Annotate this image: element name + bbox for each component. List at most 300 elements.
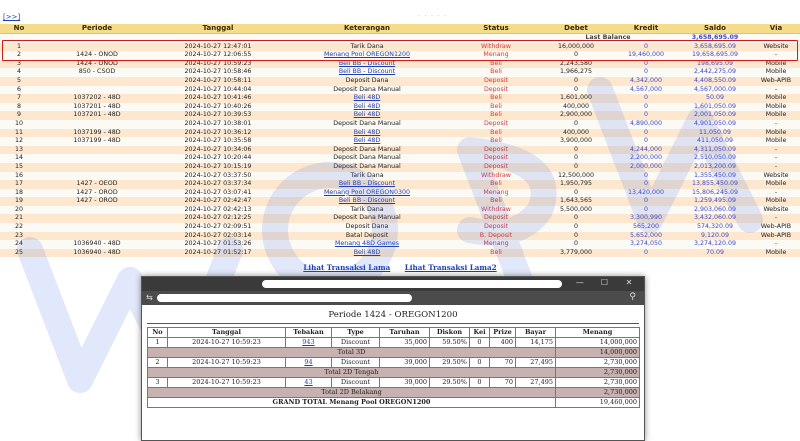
row-description: Deposit Dana Manual <box>280 86 454 95</box>
row-debet: 2,243,580 <box>538 60 614 69</box>
grand-total-label: GRAND TOTAL Menang Pool OREGON1200 <box>148 398 556 408</box>
row-periode <box>38 120 156 129</box>
row-description-link[interactable]: Beli BB - Discount <box>280 68 454 77</box>
row-description: Deposit Dana Manual <box>280 120 454 129</box>
table-row <box>0 154 800 163</box>
row-kredit: 0 <box>614 43 678 52</box>
row-date: 2024-10-27 10:40:26 <box>156 103 280 112</box>
url-field[interactable] <box>157 294 412 302</box>
bet-win: 14,000,000 <box>556 338 640 348</box>
row-saldo: 70.09 <box>678 249 752 258</box>
zoom-icon[interactable]: ⚲ <box>629 292 636 302</box>
row-date: 2024-10-27 10:36:12 <box>156 129 280 138</box>
row-via: Mobile <box>752 103 800 112</box>
row-periode <box>38 77 156 86</box>
grand-total-row <box>148 398 640 408</box>
row-date: 2024-10-27 01:52:17 <box>156 249 280 258</box>
row-date: 2024-10-27 02:03:14 <box>156 232 280 241</box>
row-description: Tarik Dana <box>280 43 454 52</box>
col-header-via: Via <box>752 24 800 34</box>
table-row <box>0 240 800 249</box>
row-number: 18 <box>0 189 38 198</box>
row-date: 2024-10-27 10:15:19 <box>156 163 280 172</box>
row-description: Batal Deposit <box>280 232 454 241</box>
row-kredit: 0 <box>614 68 678 77</box>
table-row <box>0 77 800 86</box>
row-date: 2024-10-27 10:20:44 <box>156 154 280 163</box>
row-description-link[interactable]: Menang 48D Games <box>280 240 454 249</box>
row-number: 19 <box>0 197 38 206</box>
row-date: 2024-10-27 10:41:46 <box>156 94 280 103</box>
row-status: Menang <box>454 51 538 60</box>
row-via: - <box>752 154 800 163</box>
row-periode <box>38 206 156 215</box>
bet-stake: 35,000 <box>380 338 430 348</box>
bet-kei: 0 <box>470 378 490 388</box>
row-kredit: 13,420,000 <box>614 189 678 198</box>
row-status: Beli <box>454 111 538 120</box>
row-status: Deposit <box>454 154 538 163</box>
row-periode: 1424 - ONOD <box>38 60 156 69</box>
row-status: Deposit <box>454 146 538 155</box>
bet-col-no: No <box>148 328 168 338</box>
table-header-row <box>0 24 800 34</box>
row-saldo: 4,901,050.09 <box>678 120 752 129</box>
row-periode: 1037202 - 48D <box>38 94 156 103</box>
row-description-link[interactable]: Beli BB - Discount <box>280 60 454 69</box>
table-row <box>0 60 800 69</box>
row-debet: 2,900,000 <box>538 111 614 120</box>
site-settings-icon[interactable]: ⇆ <box>146 293 153 302</box>
col-header-tanggal: Tanggal <box>156 24 280 34</box>
row-via: - <box>752 86 800 95</box>
col-header-status: Status <box>454 24 538 34</box>
bet-paid: 27,495 <box>516 378 556 388</box>
row-number: 22 <box>0 223 38 232</box>
row-number: 1 <box>0 43 38 52</box>
row-saldo: 2,903,060.09 <box>678 206 752 215</box>
row-periode <box>38 43 156 52</box>
bet-no: 1 <box>148 338 168 348</box>
row-number: 13 <box>0 146 38 155</box>
row-description: Deposit Dana Manual <box>280 163 454 172</box>
row-description: Deposit Dana <box>280 223 454 232</box>
row-periode: 1036940 - 48D <box>38 249 156 258</box>
row-debet: 0 <box>538 51 614 60</box>
row-kredit: 2,200,000 <box>614 154 678 163</box>
bet-kei: 0 <box>470 358 490 368</box>
row-date: 2024-10-27 02:42:13 <box>156 206 280 215</box>
row-description-link[interactable]: Beli 48D <box>280 111 454 120</box>
row-periode <box>38 172 156 181</box>
bet-stake: 39,000 <box>380 378 430 388</box>
row-description: Deposit Dana Manual <box>280 214 454 223</box>
row-debet: 1,601,000 <box>538 94 614 103</box>
row-via: Mobile <box>752 197 800 206</box>
bet-date: 2024-10-27 10:59:23 <box>168 358 286 368</box>
window-titlebar <box>142 277 644 291</box>
table-row <box>0 129 800 138</box>
row-periode: 1037201 - 48D <box>38 103 156 112</box>
row-debet: 0 <box>538 163 614 172</box>
row-date: 2024-10-27 01:53:26 <box>156 240 280 249</box>
row-number: 10 <box>0 120 38 129</box>
row-kredit: 0 <box>614 249 678 258</box>
table-row <box>0 43 800 52</box>
row-status: Deposit <box>454 77 538 86</box>
row-via: Mobile <box>752 129 800 138</box>
row-status: Deposit <box>454 163 538 172</box>
bet-discount: 59.50% <box>430 338 470 348</box>
row-number: 16 <box>0 172 38 181</box>
minimize-icon[interactable]: — <box>575 278 584 287</box>
transaction-table <box>0 24 800 257</box>
row-description-link[interactable]: Menang Pool OREGON1200 <box>280 51 454 60</box>
row-number: 8 <box>0 103 38 112</box>
row-kredit: 0 <box>614 111 678 120</box>
row-kredit: 5,652,000 <box>614 232 678 241</box>
row-kredit: 0 <box>614 197 678 206</box>
row-description-link[interactable]: Beli 48D <box>280 94 454 103</box>
row-status: Menang <box>454 240 538 249</box>
table-row <box>0 103 800 112</box>
row-saldo: 4,311,050.09 <box>678 146 752 155</box>
row-status: Beli <box>454 103 538 112</box>
bet-col-diskon: Diskon <box>430 328 470 338</box>
row-periode <box>38 146 156 155</box>
row-kredit: 4,567,000 <box>614 86 678 95</box>
row-via: Website <box>752 206 800 215</box>
row-debet: 0 <box>538 86 614 95</box>
row-debet: 3,900,000 <box>538 137 614 146</box>
row-status: Beli <box>454 180 538 189</box>
last-balance-label: Last Balance <box>538 34 678 43</box>
row-status: Deposit <box>454 86 538 95</box>
row-via: Web-APIB <box>752 223 800 232</box>
row-number: 21 <box>0 214 38 223</box>
row-debet: 0 <box>538 232 614 241</box>
row-saldo: 3,658,695.09 <box>678 43 752 52</box>
table-row <box>0 214 800 223</box>
row-via: Website <box>752 172 800 181</box>
row-via: Mobile <box>752 180 800 189</box>
row-debet: 5,500,000 <box>538 206 614 215</box>
row-kredit: 4,890,000 <box>614 120 678 129</box>
col-header-saldo: Saldo <box>678 24 752 34</box>
row-debet: 0 <box>538 146 614 155</box>
subtotal-label: Total 2D Belakang <box>148 388 556 398</box>
row-via: Mobile <box>752 137 800 146</box>
row-number: 20 <box>0 206 38 215</box>
row-saldo: 2,013,200.09 <box>678 163 752 172</box>
row-saldo: 50.09 <box>678 94 752 103</box>
row-kredit: 0 <box>614 137 678 146</box>
row-saldo: 9,120.09 <box>678 232 752 241</box>
window-title-field <box>262 280 562 288</box>
row-saldo: 3,274,120.09 <box>678 240 752 249</box>
row-date: 2024-10-27 10:38:01 <box>156 120 280 129</box>
row-periode: 1037201 - 48D <box>38 111 156 120</box>
row-kredit: 0 <box>614 94 678 103</box>
bet-stake: 39,000 <box>380 358 430 368</box>
row-number: 2 <box>0 51 38 60</box>
bet-col-bayar: Bayar <box>516 328 556 338</box>
row-saldo: 2,001,050.09 <box>678 111 752 120</box>
row-periode: 1427 - OROD <box>38 197 156 206</box>
row-number: 3 <box>0 60 38 69</box>
table-row <box>0 120 800 129</box>
row-kredit: 0 <box>614 129 678 138</box>
bet-paid: 27,495 <box>516 358 556 368</box>
row-description-link[interactable]: Beli 48D <box>280 129 454 138</box>
row-description-link[interactable]: Beli 48D <box>280 249 454 258</box>
subtotal-label: Total 3D <box>148 348 556 358</box>
period-title: Periode 1424 - OREGON1200 <box>328 310 458 320</box>
maximize-icon[interactable]: ☐ <box>600 278 609 287</box>
bet-paid: 14,175 <box>516 338 556 348</box>
row-date: 2024-10-27 10:34:06 <box>156 146 280 155</box>
row-status: Deposit <box>454 223 538 232</box>
row-kredit: 0 <box>614 60 678 69</box>
row-debet: 0 <box>538 77 614 86</box>
row-periode <box>38 163 156 172</box>
bet-col-kei: Kei <box>470 328 490 338</box>
subtotal-row <box>148 388 640 398</box>
row-number: 14 <box>0 154 38 163</box>
subtotal-value: 2,730,000 <box>556 368 640 378</box>
row-debet: 1,950,795 <box>538 180 614 189</box>
row-date: 2024-10-27 02:12:25 <box>156 214 280 223</box>
row-kredit: 19,460,000 <box>614 51 678 60</box>
row-periode: 1037199 - 48D <box>38 129 156 138</box>
row-periode: 1424 - ONOD <box>38 51 156 60</box>
subtotal-row <box>148 368 640 378</box>
table-row <box>0 249 800 258</box>
bet-guess[interactable]: 43 <box>286 378 332 388</box>
row-debet: 16,000,000 <box>538 43 614 52</box>
row-debet: 1,966,275 <box>538 68 614 77</box>
table-row <box>0 146 800 155</box>
row-saldo: 198,695.09 <box>678 60 752 69</box>
row-saldo: 1,259,495.09 <box>678 197 752 206</box>
row-via: - <box>752 146 800 155</box>
row-kredit: 0 <box>614 180 678 189</box>
row-status: Beli <box>454 60 538 69</box>
row-periode <box>38 154 156 163</box>
bet-prize: 70 <box>490 358 516 368</box>
row-description-link[interactable]: Menang Pool OREGON0300 <box>280 189 454 198</box>
row-periode <box>38 214 156 223</box>
table-row <box>0 172 800 181</box>
old-transactions-2-link[interactable]: Lihat Transaksi Lama2 <box>404 263 497 272</box>
row-date: 2024-10-27 12:06:55 <box>156 51 280 60</box>
row-debet: 3,779,000 <box>538 249 614 258</box>
row-saldo: 19,658,695.09 <box>678 51 752 60</box>
close-icon[interactable]: ✕ <box>625 278 633 287</box>
period-detail-window <box>141 276 645 441</box>
row-periode: 1037199 - 48D <box>38 137 156 146</box>
row-date: 2024-10-27 03:37:50 <box>156 172 280 181</box>
row-number: 7 <box>0 94 38 103</box>
bet-col-taruhan: Taruhan <box>380 328 430 338</box>
row-description: Deposit Dana Manual <box>280 146 454 155</box>
row-debet: 400,000 <box>538 103 614 112</box>
table-row <box>0 163 800 172</box>
subtotal-value: 2,730,000 <box>556 388 640 398</box>
row-saldo: 15,806,245.09 <box>678 189 752 198</box>
row-saldo: 11,050.09 <box>678 129 752 138</box>
row-kredit: 0 <box>614 172 678 181</box>
row-status: Withdraw <box>454 206 538 215</box>
row-description-link[interactable]: Beli BB - Discount <box>280 197 454 206</box>
row-via: - <box>752 120 800 129</box>
row-via: - <box>752 163 800 172</box>
row-status: B. Deposit <box>454 232 538 241</box>
bet-date: 2024-10-27 10:59:23 <box>168 338 286 348</box>
table-row <box>0 232 800 241</box>
row-periode: 1036940 - 48D <box>38 240 156 249</box>
row-number: 4 <box>0 68 38 77</box>
row-description-link[interactable]: Beli BB - Discount <box>280 180 454 189</box>
table-row <box>0 51 800 60</box>
bet-kei: 0 <box>470 338 490 348</box>
row-via: Website <box>752 43 800 52</box>
row-date: 2024-10-27 10:35:58 <box>156 137 280 146</box>
bet-no: 2 <box>148 358 168 368</box>
row-debet: 0 <box>538 120 614 129</box>
bet-col-type: Type <box>332 328 380 338</box>
row-debet: 0 <box>538 189 614 198</box>
bet-type: Discount <box>332 338 380 348</box>
row-date: 2024-10-27 10:39:53 <box>156 111 280 120</box>
bet-guess[interactable]: 94 <box>286 358 332 368</box>
row-description-link[interactable]: Beli 48D <box>280 103 454 112</box>
row-date: 2024-10-27 02:42:47 <box>156 197 280 206</box>
row-status: Beli <box>454 94 538 103</box>
bet-table-header <box>148 328 640 338</box>
row-periode <box>38 223 156 232</box>
row-date: 2024-10-27 03:07:41 <box>156 189 280 198</box>
bet-col-tebakan: Tebakan <box>286 328 332 338</box>
row-periode <box>38 232 156 241</box>
table-row <box>0 197 800 206</box>
bet-type: Discount <box>332 378 380 388</box>
row-saldo: 574,320.09 <box>678 223 752 232</box>
row-description-link[interactable]: Beli 48D <box>280 137 454 146</box>
subtotal-label: Total 2D Tengah <box>148 368 556 378</box>
row-date: 2024-10-27 10:44:04 <box>156 86 280 95</box>
next-page-link[interactable]: [>>] <box>3 13 21 21</box>
col-header-no: No <box>0 24 38 34</box>
row-date: 2024-10-27 03:37:34 <box>156 180 280 189</box>
table-row <box>0 180 800 189</box>
address-bar <box>142 291 644 305</box>
row-kredit: 3,300,990 <box>614 214 678 223</box>
row-kredit: 0 <box>614 103 678 112</box>
old-transactions-link[interactable]: Lihat Transaksi Lama <box>303 263 391 272</box>
row-date: 2024-10-27 12:47:01 <box>156 43 280 52</box>
row-number: 17 <box>0 180 38 189</box>
bet-guess[interactable]: 943 <box>286 338 332 348</box>
row-number: 15 <box>0 163 38 172</box>
row-kredit: 4,342,000 <box>614 77 678 86</box>
row-periode: 1427 - OROD <box>38 189 156 198</box>
bet-detail-table <box>147 327 640 408</box>
row-kredit: 565,200 <box>614 223 678 232</box>
row-kredit: 2,000,000 <box>614 163 678 172</box>
last-balance-value: 3,658,695.09 <box>678 34 752 43</box>
row-saldo: 4,567,000.09 <box>678 86 752 95</box>
row-status: Beli <box>454 197 538 206</box>
row-debet: 400,000 <box>538 129 614 138</box>
grand-total-value: 19,460,000 <box>556 398 640 408</box>
row-status: Beli <box>454 68 538 77</box>
row-via: - <box>752 189 800 198</box>
row-via: Mobile <box>752 249 800 258</box>
table-row <box>0 68 800 77</box>
bet-row <box>148 358 640 368</box>
row-via: - <box>752 51 800 60</box>
bet-col-prize: Prize <box>490 328 516 338</box>
bet-win: 2,730,000 <box>556 378 640 388</box>
table-row <box>0 137 800 146</box>
row-date: 2024-10-27 10:59:23 <box>156 60 280 69</box>
table-row <box>0 206 800 215</box>
bet-type: Discount <box>332 358 380 368</box>
row-via: - <box>752 240 800 249</box>
table-row <box>0 94 800 103</box>
row-via: Mobile <box>752 68 800 77</box>
row-via: Mobile <box>752 60 800 69</box>
row-debet: 12,500,000 <box>538 172 614 181</box>
row-saldo: 411,050.09 <box>678 137 752 146</box>
bet-discount: 29.50% <box>430 358 470 368</box>
row-saldo: 1,601,050.09 <box>678 103 752 112</box>
row-debet: 0 <box>538 240 614 249</box>
row-kredit: 3,274,050 <box>614 240 678 249</box>
row-saldo: 2,510,050.09 <box>678 154 752 163</box>
table-row <box>0 189 800 198</box>
row-number: 6 <box>0 86 38 95</box>
row-number: 12 <box>0 137 38 146</box>
row-number: 23 <box>0 232 38 241</box>
row-debet: 0 <box>538 154 614 163</box>
row-status: Menang <box>454 189 538 198</box>
table-row <box>0 86 800 95</box>
bet-prize: 70 <box>490 378 516 388</box>
row-number: 25 <box>0 249 38 258</box>
row-kredit: 0 <box>614 206 678 215</box>
row-number: 11 <box>0 129 38 138</box>
decorative-dots: · · · · · <box>418 12 448 20</box>
row-status: Beli <box>454 249 538 258</box>
history-links <box>0 263 800 272</box>
row-date: 2024-10-27 10:58:11 <box>156 77 280 86</box>
row-periode <box>38 86 156 95</box>
bet-row <box>148 378 640 388</box>
row-status: Beli <box>454 129 538 138</box>
bet-discount: 29.50% <box>430 378 470 388</box>
row-via: Mobile <box>752 111 800 120</box>
row-debet: 0 <box>538 223 614 232</box>
row-status: Beli <box>454 137 538 146</box>
row-via: Mobile <box>752 94 800 103</box>
row-description: Tarik Dana <box>280 172 454 181</box>
row-saldo: 3,432,060.09 <box>678 214 752 223</box>
row-description: Deposit Dana <box>280 77 454 86</box>
row-date: 2024-10-27 02:09:51 <box>156 223 280 232</box>
row-status: Deposit <box>454 120 538 129</box>
